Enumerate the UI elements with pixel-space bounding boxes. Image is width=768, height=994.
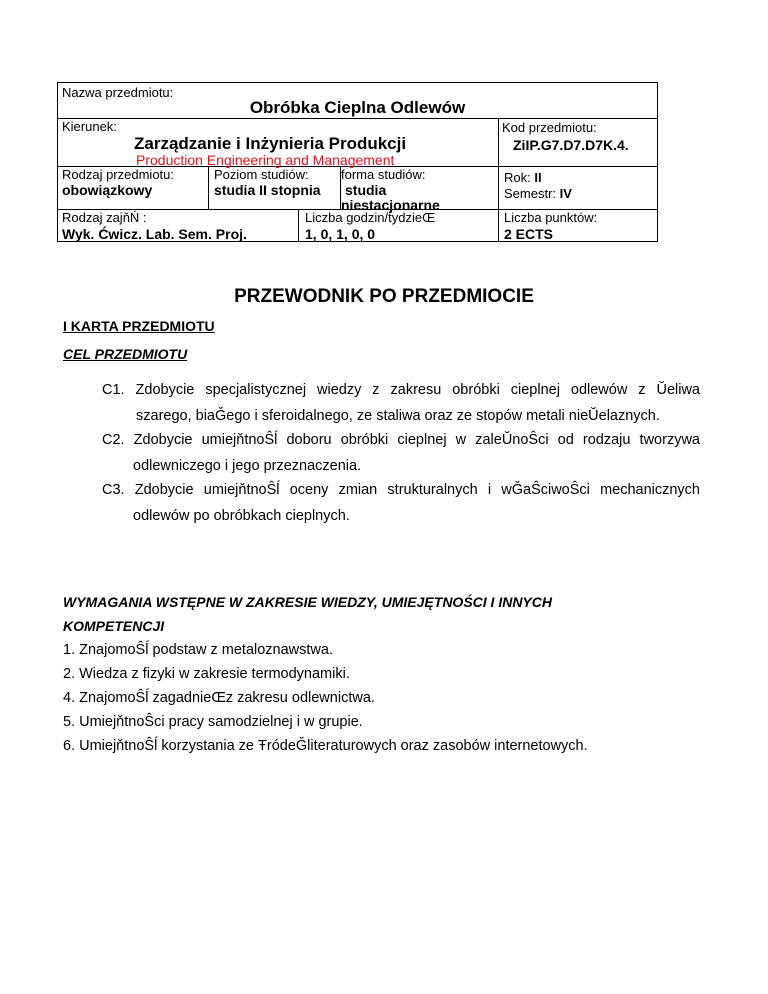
semester-value: IV [559,186,572,201]
points-label: Liczba punktów: [504,210,598,225]
goal-c2-line1: C2. Zdobycie umiejňtnoŜĺ doboru obróbki cieplnej w zaleŬnoŜci od rodzaju tworzywa [102,432,700,448]
requirement-item-1: 1. ZnajomoŜĺ podstaw z metaloznawstwa. [63,642,333,658]
requirement-item-4: 5. UmiejňtnoŜci pracy samodzielnej i w grupie. [63,714,363,730]
requirements-heading-line2: KOMPETENCJI [63,618,165,634]
year-label: Rok: [504,170,535,185]
form-label: forma studiów: [341,167,426,182]
year-field [504,170,542,185]
direction-label: Kierunek: [62,119,117,134]
direction-name: Zarządzanie i Inżynieria Produkcji [134,134,407,153]
direction-english: Production Engineering and Management [136,152,395,168]
requirement-item-5: 6. UmiejňtnoŜĺ korzystania ze ŦródeǦliteraturowych oraz zasobów internetowych. [63,738,588,754]
goal-c1-line2: szarego, biaǦego i sferoidalnego, ze staliwa oraz ze stopów metali nieŬelaznych. [136,408,660,424]
hours-value: 1, 0, 1, 0, 0 [305,226,376,242]
col-divider-right [498,118,499,242]
code-value: ZiIP.G7.D7.D7K.4. [513,137,629,153]
subject-title: Obróbka Cieplna Odlewów [249,98,466,117]
points-value: 2 ECTS [504,226,554,242]
col-divider-level [208,166,209,209]
col-divider-hours [298,209,299,242]
classes-value: Wyk. Ćwicz. Lab. Sem. Proj. [62,226,247,242]
level-value: studia II stopnia [214,182,321,198]
year-value: II [534,170,542,185]
type-value: obowiązkowy [62,182,153,198]
type-label: Rodzaj przedmiotu: [62,167,174,182]
goal-c2-line2: odlewniczego i jego przeznaczenia. [133,458,362,474]
requirement-item-3: 4. ZnajomoŜĺ zagadnieŒz zakresu odlewnictwa. [63,690,375,706]
semester-field [504,186,572,201]
code-label: Kod przedmiotu: [502,120,597,135]
form-value-1: studia [345,182,387,198]
form-value-2: niestacjonarne [341,197,440,213]
course-info-table [57,82,658,242]
goal-c3-line2: odlewów po obróbkach cieplnych. [133,508,350,524]
row-divider-1 [58,118,657,119]
requirement-item-2: 2. Wiedza z fizyki w zakresie termodynamiki. [63,666,350,682]
row-divider-2b [498,166,657,167]
page-title: PRZEWODNIK PO PRZEDMIOCIE [234,286,534,307]
hours-label: Liczba godzin/tydzieŒ [305,210,436,225]
goal-c3-line1: C3. Zdobycie umiejňtnoŜĺ oceny zmian strukturalnych i wǦaŜciwoŜci mechanicznych [102,482,700,498]
semester-label: Semestr: [504,186,560,201]
requirements-heading-line1: WYMAGANIA WSTĘPNE W ZAKRESIE WIEDZY, UMIEJĘTNOŚCI I INNYCH [63,594,552,610]
classes-label: Rodzaj zajňŃ : [62,210,147,225]
goal-heading: CEL PRZEDMIOTU [63,346,188,362]
subject-label: Nazwa przedmiotu: [62,85,174,100]
goal-c1-line1: C1. Zdobycie specjalistycznej wiedzy z zakresu obróbki cieplnej odlewów z Ŭeliwa [102,382,700,398]
level-label: Poziom studiów: [214,167,309,182]
section-heading-course-card: I KARTA PRZEDMIOTU [63,318,215,334]
